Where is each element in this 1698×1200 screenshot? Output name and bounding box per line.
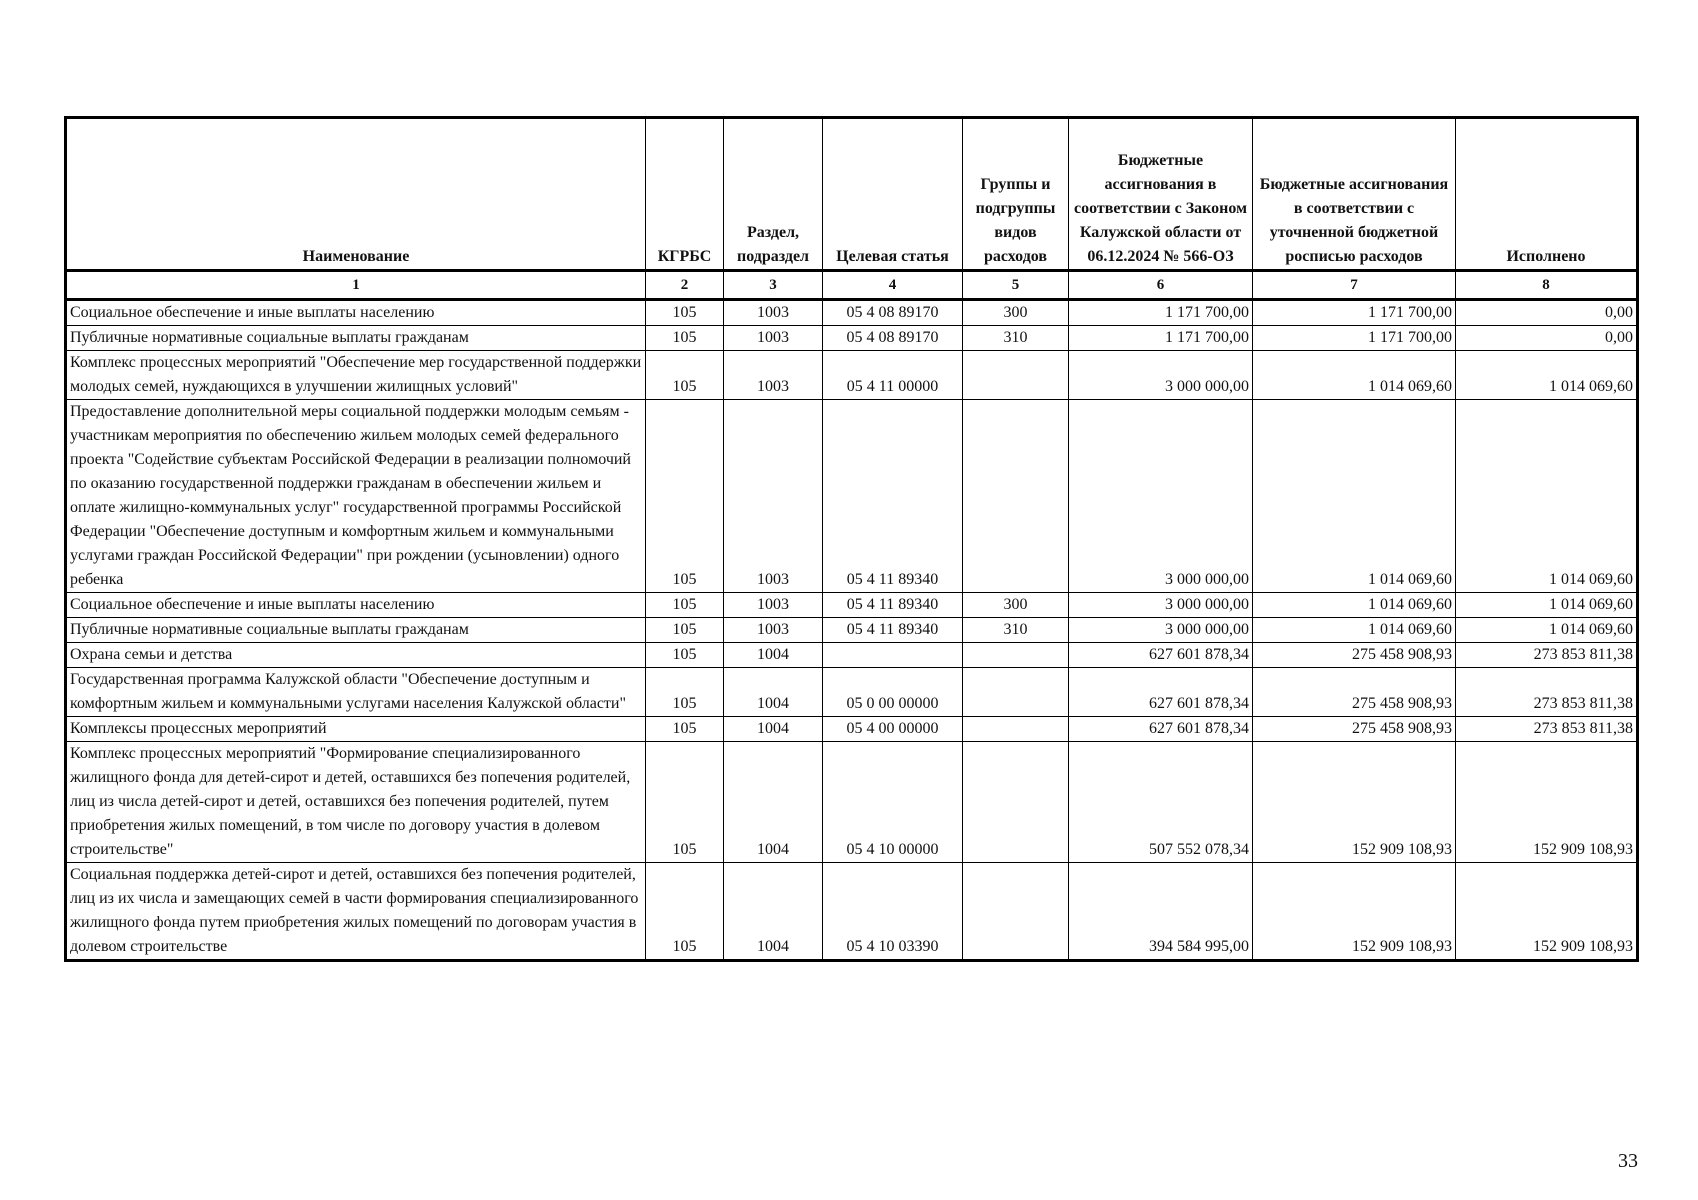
cell-group: [963, 742, 1069, 863]
cell-target: 05 0 00 00000: [823, 668, 963, 717]
cell-law: 3 000 000,00: [1069, 351, 1253, 400]
table-row: [66, 300, 1638, 326]
cell-section: 1003: [724, 351, 823, 400]
cell-section: 1003: [724, 326, 823, 351]
cell-section: 1004: [724, 668, 823, 717]
cell-law: 627 601 878,34: [1069, 717, 1253, 742]
cell-refined: 1 014 069,60: [1253, 351, 1456, 400]
cell-target: 05 4 08 89170: [823, 300, 963, 326]
cell-target: 05 4 00 00000: [823, 717, 963, 742]
header-kgrbs: КГРБС: [646, 118, 724, 271]
budget-table: [64, 116, 1639, 962]
cell-refined: 152 909 108,93: [1253, 742, 1456, 863]
table-row: [66, 717, 1638, 742]
cell-name: Социальное обеспечение и иные выплаты населению: [66, 593, 646, 618]
cell-name: Комплекс процессных мероприятий "Формирование специализированного жилищного фонда для детей-сирот и детей, оставшихся без попечения родителей, лиц из числа детей-сирот и детей, оставшихся без попечения родителей, путем приобретения жилых помещений, в том числе по договору участия в долевом строительстве": [66, 742, 646, 863]
column-number: 6: [1069, 271, 1253, 300]
cell-group: [963, 668, 1069, 717]
cell-kgrbs: 105: [646, 668, 724, 717]
cell-refined: 275 458 908,93: [1253, 668, 1456, 717]
cell-target: [823, 643, 963, 668]
table-row: [66, 668, 1638, 717]
cell-kgrbs: 105: [646, 643, 724, 668]
cell-target: 05 4 11 89340: [823, 618, 963, 643]
cell-kgrbs: 105: [646, 326, 724, 351]
cell-group: [963, 351, 1069, 400]
table-row: [66, 643, 1638, 668]
table-row: [66, 742, 1638, 863]
cell-refined: 1 014 069,60: [1253, 593, 1456, 618]
cell-name: Предоставление дополнительной меры социальной поддержки молодым семьям - участникам мероприятия по обеспечению жильем молодых семей федерального проекта "Содействие субъектам Российской Федерации в реализации полномочий по оказанию государственной поддержки гражданам в обеспечении жильем и оплате жилищно-коммунальных услуг" государственной программы Российской Федерации "Обеспечение доступным и комфортным жильем и коммунальными услугами граждан Российской Федерации" при рождении (усыновлении) одного ребенка: [66, 400, 646, 593]
cell-name: Государственная программа Калужской области "Обеспечение доступным и комфортным жильем и коммунальными услугами населения Калужской области": [66, 668, 646, 717]
cell-name: Охрана семьи и детства: [66, 643, 646, 668]
header-law: Бюджетные ассигнования в соответствии с Законом Калужской области от 06.12.2024 № 566-ОЗ: [1069, 118, 1253, 271]
cell-refined: 1 171 700,00: [1253, 326, 1456, 351]
column-number: 7: [1253, 271, 1456, 300]
cell-law: 394 584 995,00: [1069, 863, 1253, 961]
cell-name: Публичные нормативные социальные выплаты гражданам: [66, 326, 646, 351]
cell-executed: 273 853 811,38: [1456, 668, 1638, 717]
cell-executed: 273 853 811,38: [1456, 643, 1638, 668]
cell-name: Комплексы процессных мероприятий: [66, 717, 646, 742]
page-number: 33: [1618, 1150, 1638, 1172]
table-row: [66, 618, 1638, 643]
cell-kgrbs: 105: [646, 863, 724, 961]
cell-name: Публичные нормативные социальные выплаты гражданам: [66, 618, 646, 643]
cell-section: 1004: [724, 742, 823, 863]
cell-group: 310: [963, 326, 1069, 351]
cell-target: 05 4 11 89340: [823, 400, 963, 593]
column-number: 3: [724, 271, 823, 300]
table-body: [66, 300, 1638, 961]
cell-target: 05 4 08 89170: [823, 326, 963, 351]
cell-refined: 1 171 700,00: [1253, 300, 1456, 326]
header-groups: Группы и подгруппы видов расходов: [963, 118, 1069, 271]
cell-law: 1 171 700,00: [1069, 326, 1253, 351]
cell-kgrbs: 105: [646, 717, 724, 742]
cell-section: 1003: [724, 300, 823, 326]
cell-law: 627 601 878,34: [1069, 643, 1253, 668]
column-number-row: [66, 271, 1638, 300]
table-row: [66, 593, 1638, 618]
cell-name: Комплекс процессных мероприятий "Обеспечение мер государственной поддержки молодых семей, нуждающихся в улучшении жилищных условий": [66, 351, 646, 400]
header-executed: Исполнено: [1456, 118, 1638, 271]
cell-name: Социальная поддержка детей-сирот и детей, оставшихся без попечения родителей, лиц из их числа и замещающих семей в части формирования специализированного жилищного фонда путем приобретения жилых помещений по договорам участия в долевом строительстве: [66, 863, 646, 961]
cell-target: 05 4 11 89340: [823, 593, 963, 618]
cell-section: 1004: [724, 717, 823, 742]
table-row: [66, 326, 1638, 351]
cell-group: 300: [963, 300, 1069, 326]
cell-executed: 152 909 108,93: [1456, 863, 1638, 961]
header-refined: Бюджетные ассигнования в соответствии с уточненной бюджетной росписью расходов: [1253, 118, 1456, 271]
cell-executed: 152 909 108,93: [1456, 742, 1638, 863]
cell-refined: 152 909 108,93: [1253, 863, 1456, 961]
column-number: 8: [1456, 271, 1638, 300]
cell-executed: 0,00: [1456, 326, 1638, 351]
cell-law: 507 552 078,34: [1069, 742, 1253, 863]
cell-group: [963, 863, 1069, 961]
cell-target: 05 4 11 00000: [823, 351, 963, 400]
cell-executed: 1 014 069,60: [1456, 593, 1638, 618]
cell-name: Социальное обеспечение и иные выплаты населению: [66, 300, 646, 326]
cell-group: 310: [963, 618, 1069, 643]
cell-kgrbs: 105: [646, 300, 724, 326]
cell-refined: 275 458 908,93: [1253, 643, 1456, 668]
cell-law: 3 000 000,00: [1069, 593, 1253, 618]
cell-kgrbs: 105: [646, 351, 724, 400]
cell-executed: 273 853 811,38: [1456, 717, 1638, 742]
column-number: 1: [66, 271, 646, 300]
column-number: 5: [963, 271, 1069, 300]
cell-kgrbs: 105: [646, 742, 724, 863]
cell-law: 1 171 700,00: [1069, 300, 1253, 326]
cell-kgrbs: 105: [646, 618, 724, 643]
column-number: 2: [646, 271, 724, 300]
header-section: Раздел, подраздел: [724, 118, 823, 271]
header-name: Наименование: [66, 118, 646, 271]
table-row: [66, 400, 1638, 593]
cell-executed: 0,00: [1456, 300, 1638, 326]
cell-group: [963, 643, 1069, 668]
cell-section: 1003: [724, 593, 823, 618]
cell-target: 05 4 10 03390: [823, 863, 963, 961]
table-header: [66, 118, 1638, 300]
cell-executed: 1 014 069,60: [1456, 400, 1638, 593]
cell-law: 3 000 000,00: [1069, 400, 1253, 593]
table-row: [66, 351, 1638, 400]
table-row: [66, 863, 1638, 961]
cell-kgrbs: 105: [646, 400, 724, 593]
header-target: Целевая статья: [823, 118, 963, 271]
cell-section: 1003: [724, 400, 823, 593]
cell-executed: 1 014 069,60: [1456, 351, 1638, 400]
cell-section: 1004: [724, 863, 823, 961]
cell-executed: 1 014 069,60: [1456, 618, 1638, 643]
cell-section: 1003: [724, 618, 823, 643]
cell-refined: 1 014 069,60: [1253, 400, 1456, 593]
cell-kgrbs: 105: [646, 593, 724, 618]
cell-law: 3 000 000,00: [1069, 618, 1253, 643]
cell-group: 300: [963, 593, 1069, 618]
cell-group: [963, 717, 1069, 742]
cell-law: 627 601 878,34: [1069, 668, 1253, 717]
cell-group: [963, 400, 1069, 593]
cell-target: 05 4 10 00000: [823, 742, 963, 863]
cell-refined: 1 014 069,60: [1253, 618, 1456, 643]
column-number: 4: [823, 271, 963, 300]
cell-section: 1004: [724, 643, 823, 668]
cell-refined: 275 458 908,93: [1253, 717, 1456, 742]
